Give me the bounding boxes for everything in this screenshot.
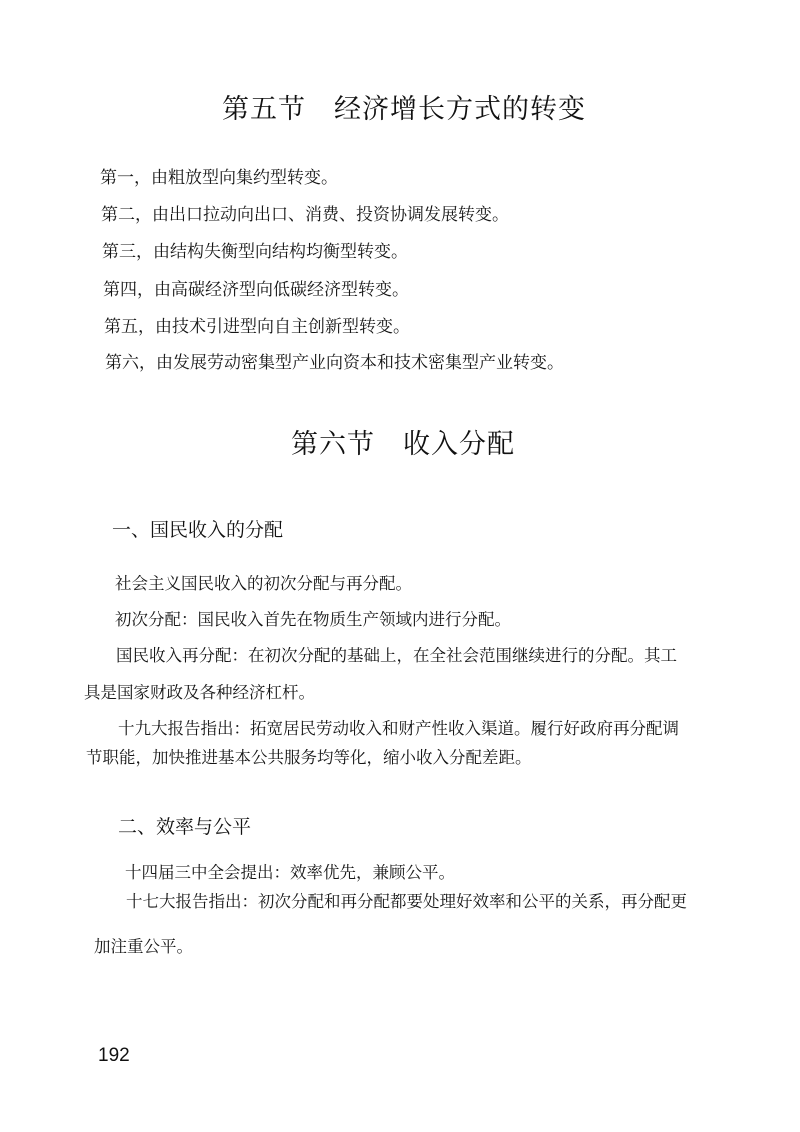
- paragraph-19th-report-line-2: 节职能，加快推进基本公共服务均等化，缩小收入分配差距。: [86, 748, 532, 767]
- section-5-title: 第五节 经济增长方式的转变: [222, 94, 586, 125]
- paragraph-17th-report-line-1: 十七大报告指出：初次分配和再分配都要处理好效率和公平的关系，再分配更: [126, 892, 687, 911]
- paragraph-national-income: 社会主义国民收入的初次分配与再分配。: [115, 574, 412, 593]
- paragraph-19th-report-line-1: 十九大报告指出：拓宽居民劳动收入和财产性收入渠道。履行好政府再分配调: [118, 719, 679, 738]
- section-5-item-3: 第三，由结构失衡型向结构均衡型转变。: [102, 242, 408, 262]
- section-5-item-5: 第五，由技术引进型向自主创新型转变。: [104, 317, 410, 337]
- subsection-1-heading: 一、国民收入的分配: [112, 519, 284, 541]
- paragraph-primary-distribution: 初次分配：国民收入首先在物质生产领域内进行分配。: [115, 610, 511, 629]
- paragraph-redistribution-line-2: 具是国家财政及各种经济杠杆。: [84, 683, 315, 702]
- page-number: 192: [98, 1045, 130, 1066]
- section-5-item-1: 第一，由粗放型向集约型转变。: [100, 168, 338, 188]
- paragraph-17th-report-line-2: 加注重公平。: [94, 937, 193, 956]
- section-5-item-4: 第四，由高碳经济型向低碳经济型转变。: [103, 280, 409, 300]
- subsection-2-heading: 二、效率与公平: [118, 816, 252, 838]
- paragraph-redistribution-line-1: 国民收入再分配：在初次分配的基础上，在全社会范围继续进行的分配。其工: [116, 646, 677, 665]
- section-5-item-2: 第二，由出口拉动向出口、消费、投资协调发展转变。: [101, 205, 509, 225]
- section-6-title: 第六节 收入分配: [291, 429, 515, 460]
- section-5-item-6: 第六，由发展劳动密集型产业向资本和技术密集型产业转变。: [105, 353, 564, 373]
- paragraph-14th-plenum: 十四届三中全会提出：效率优先，兼顾公平。: [125, 863, 455, 882]
